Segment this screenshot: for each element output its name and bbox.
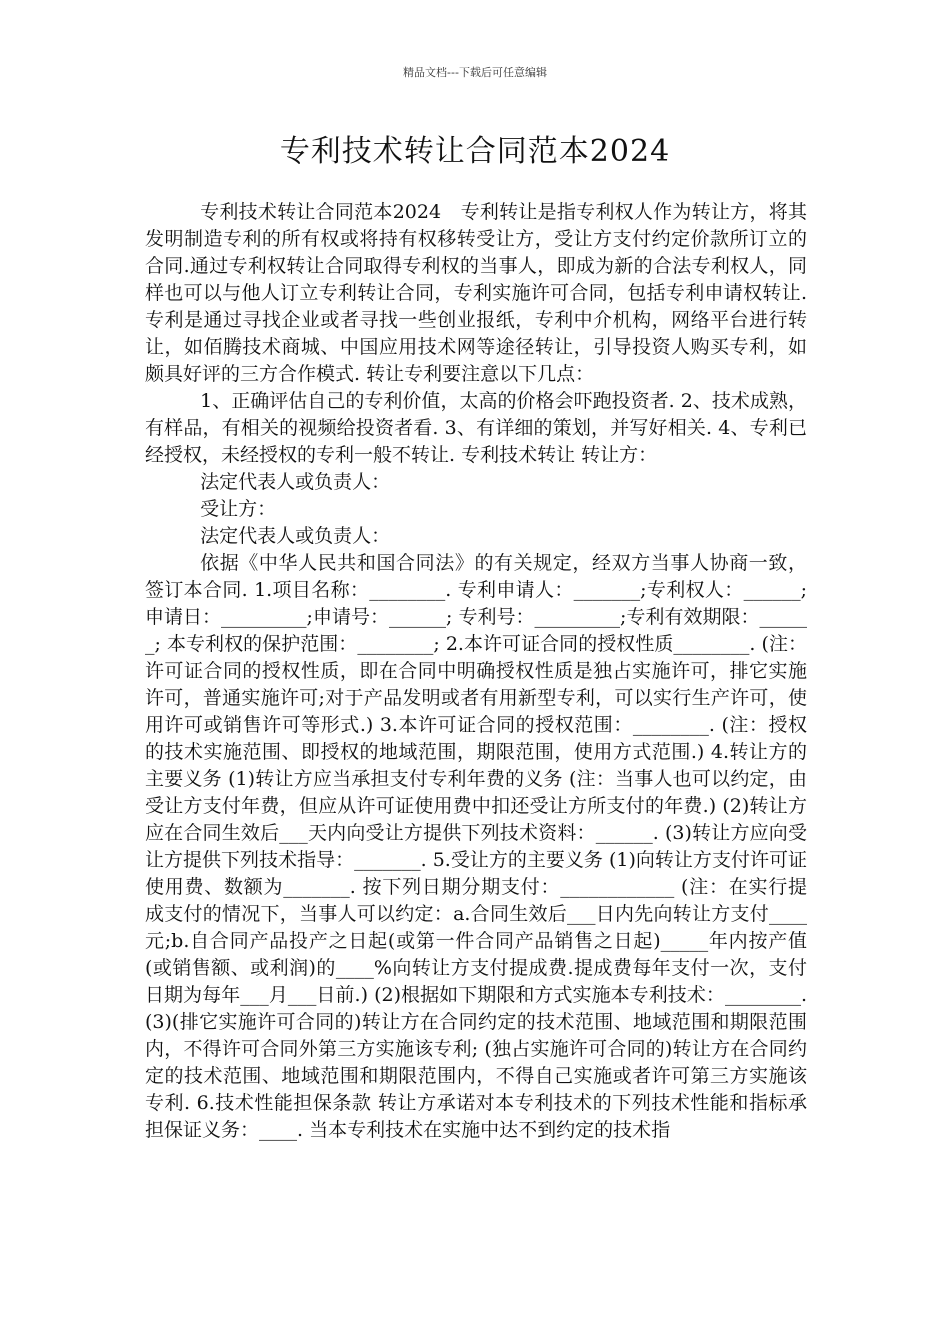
document-body: [145, 199, 807, 1144]
document-title: 专利技术转让合同范本2024: [279, 134, 671, 169]
paragraph-tips: 1、正确评估自己的专利价值，太高的价格会吓跑投资者. 2、技术成熟，有样品，有相关的视频给投资者看. 3、有详细的策划，并写好相关. 4、专利已经授权，未经授权的专利一般不转让. 专利技术转让 转让方：: [145, 390, 807, 466]
paragraph-transferee-rep: 法定代表人或负责人：: [200, 525, 391, 547]
paragraph-contract-terms: 依据《中华人民共和国合同法》的有关规定，经双方当事人协商一致，签订本合同. 1.项目名称：________. 专利申请人：_______;专利权人：______; 申请日：_________;申请号：______; 专利号：_________;专利有效期限：______; 本专利权的保护范围：________; 2.本许可证合同的授权性质________. (注：许可证合同的授权性质，即在合同中明确授权性质是独占实施许可，排它实施许可，普通实施许可;对于产品发明或者有用新型专利，可以实行生产许可，使用许可或销售许可等形式.) 3.本许可证合同的授权范围：________. (注：授权的技术实施范围、即授权的地域范围，期限范围，使用方式范围.) 4.转让方的主要义务 (1)转让方应当承担支付专利年费的义务 (注：当事人也可以约定，由受让方支付年费，但应从许可证使用费中扣还受让方所支付的年费.) (2)转让方应在合同生效后___天内向受让方提供下列技术资料：______. (3)转让方应向受让方提供下列技术指导：_______. 5.受让方的主要义务 (1)向转让方支付许可证使用费、数额为_______. 按下列日期分期支付：____________ (注：在实行提成支付的情况下，当事人可以约定：a.合同生效后___日内先向转让方支付____元;b.自合同产品投产之日起(或第一件合同产品销售之日起)_____年内按产值(或销售额、或利润)的____%向转让方支付提成费.提成费每年支付一次，支付日期为每年___月___日前.) (2)根据如下期限和方式实施本专利技术：________. (3)(排它实施许可合同的)转让方在合同约定的技术范围、地域范围和期限范围内，不得许可合同外第三方实施该专利; (独占实施许可合同的)转让方在合同约定的技术范围、地域范围和期限范围内，不得自己实施或者许可第三方实施该专利. 6.技术性能担保条款 转让方承诺对本专利技术的下列技术性能和指标承担保证义务：____. 当本专利技术在实施中达不到约定的技术指: [145, 552, 807, 1141]
paragraph-transferee: 受让方：: [200, 498, 277, 520]
paragraph-intro: 专利技术转让合同范本2024 专利转让是指专利权人作为转让方，将其发明制造专利的所有权或将持有权移转受让方，受让方支付约定价款所订立的合同.通过专利权转让合同取得专利权的当事人，即成为新的合法专利权人，同样也可以与他人订立专利转让合同，专利实施许可合同，包括专利申请权转让. 专利是通过寻找企业或者寻找一些创业报纸，专利中介机构，网络平台进行转让，如佰腾技术商城、中国应用技术网等途径转让，引导投资人购买专利，如颇具好评的三方合作模式. 转让专利要注意以下几点：: [145, 201, 807, 385]
page-header-note: 精品文档---下载后可任意编辑: [403, 66, 547, 79]
paragraph-transferor-rep: 法定代表人或负责人：: [200, 471, 391, 493]
